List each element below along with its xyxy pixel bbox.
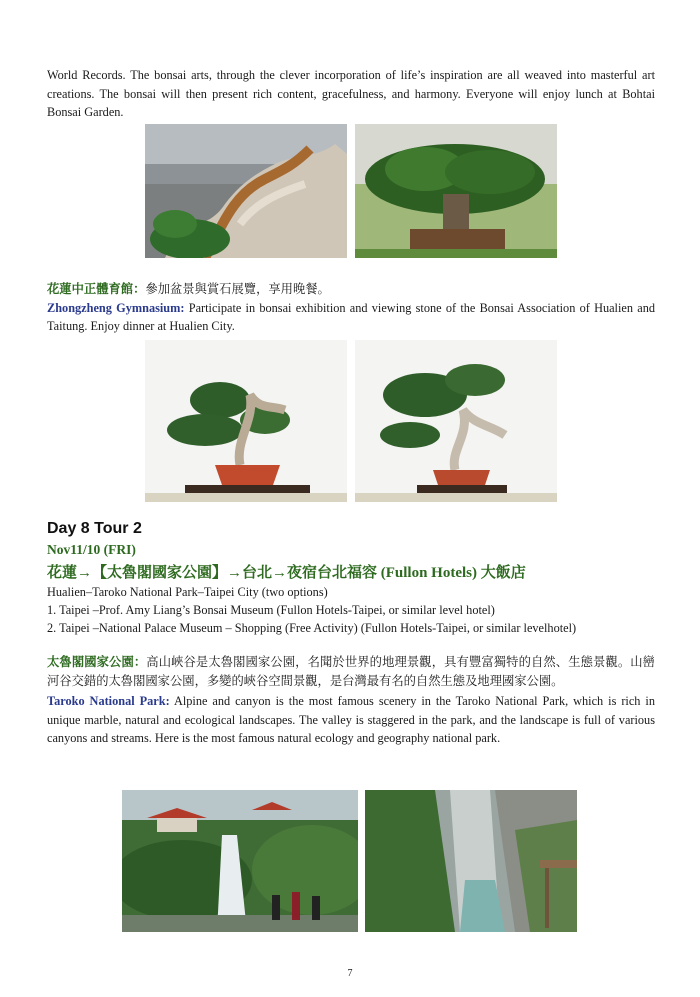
itinerary-line-2: 1. Taipei –Prof. Amy Liang’s Bonsai Museum (Fullon Hotels-Taipei, or similar level hotel) — [47, 603, 495, 617]
gymnasium-section — [47, 280, 655, 336]
taroko-section — [47, 653, 655, 748]
itinerary-lines — [47, 583, 576, 637]
day-date: Nov11/10 (FRI) — [47, 542, 136, 557]
gym-zh-title: 花蓮中正體育館： — [47, 282, 146, 296]
page-number: 7 — [347, 968, 353, 979]
day-route: 花蓮→【太魯閣國家公園】→台北→夜宿台北福容 (Fullon Hotels) 大飯店 — [47, 565, 526, 581]
gym-en-title: Zhongzheng Gymnasium: — [47, 300, 185, 315]
bonsai-photo-banyan — [355, 124, 557, 258]
taroko-photo-shrine — [122, 790, 358, 932]
taroko-photo-gorge — [365, 790, 577, 932]
taroko-en-title: Taroko National Park: — [47, 694, 170, 708]
bonsai-photo-driftwood — [145, 124, 347, 258]
gym-en-text: Participate in bonsai exhibition and viewing stone of the Bonsai Association of Hualien and Taitung. Enjoy dinner at Hualien City. — [47, 300, 655, 333]
taroko-zh-title: 太魯閣國家公園： — [47, 655, 147, 669]
bonsai-photo-juniper-1 — [145, 340, 347, 502]
itinerary-line-1: Hualien–Taroko National Park–Taipei City (two options) — [47, 585, 328, 599]
itinerary-line-3: 2. Taipei –National Palace Museum – Shopping (Free Activity) (Fullon Hotels-Taipei, or similar levelhotel) — [47, 621, 577, 635]
taroko-en-text: Alpine and canyon is the most famous scenery in the Taroko National Park, which is rich in unique marble, natural and ecological landscapes. The valley is staggered in the park, and the landscape is full of various canyons and streams. Here is the most famous natural ecology and geography national park. — [47, 694, 655, 745]
gym-zh-text: 參加盆景與賞石展覽，享用晚餐。 — [145, 282, 330, 296]
taroko-zh-text: 高山峽谷是太魯閣國家公園，名聞於世界的地理景觀，具有豐富獨特的自然、生態景觀。山巒河谷交錯的太魯閣國家公園，多變的峽谷空間景觀，是台灣最有名的自然生態及地理國家公園。 — [47, 655, 655, 688]
day-title: Day 8 Tour 2 — [47, 520, 142, 537]
bonsai-photo-juniper-2 — [355, 340, 557, 502]
intro-paragraph: World Records. The bonsai arts, through the clever incorporation of life’s inspiration are all weaved into masterful art creations. The bonsai will then present rich content, gracefulness, and harmony. Everyone will enjoy lunch at Bohtai Bonsai Garden. — [47, 68, 655, 119]
